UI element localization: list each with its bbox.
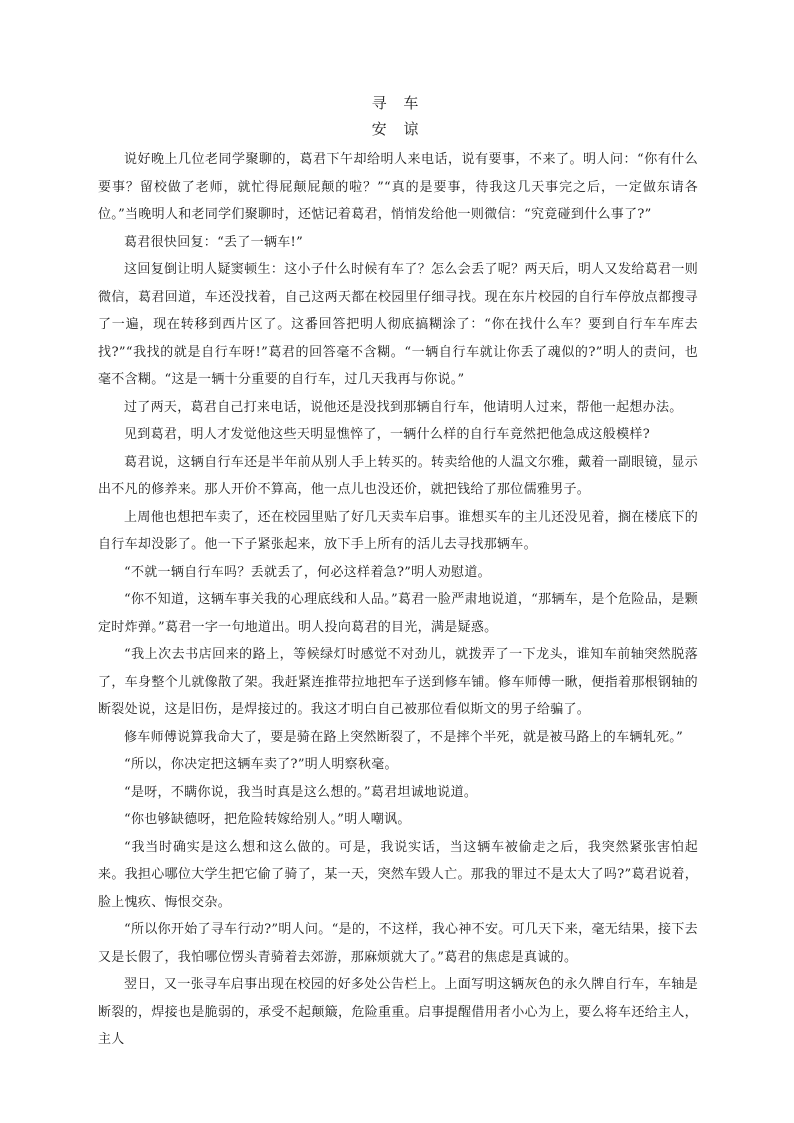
paragraph: “是呀，不瞒你说，我当时真是这么想的。”葛君坦诚地说道。 — [124, 784, 478, 800]
article-author: 安 谅 — [371, 120, 425, 138]
paragraph: “我上次去书店回来的路上，等候绿灯时感觉不对劲儿，就拨弄了一下龙头，谁知车前轴突然脱落了，车身整个儿就像散了架。我赶紧连推带拉地把车子送到修车铺。修车师傅一瞅，便指着那根钢轴的断裂处说，这是旧伤，是焊接过的。我这才明白自己被那位看似斯文的男子给骗了。 — [98, 647, 698, 717]
document-page — [98, 92, 698, 1054]
paragraph: “所以，你决定把这辆车卖了?”明人明察秋毫。 — [124, 757, 398, 772]
paragraph: 修车师傅说算我命大了，要是骑在路上突然断裂了，不是摔个半死，就是被马路上的车辆轧死。” — [124, 729, 684, 745]
paragraph: “你不知道，这辆车事关我的心理底线和人品。”葛君一脸严肃地说道，“那辆车，是个危险品，是颗定时炸弹。”葛君一字一句地道出。明人投向葛君的目光，满是疑惑。 — [98, 592, 698, 635]
paragraph: 翌日，又一张寻车启事出现在校园的好多处公告栏上。上面写明这辆灰色的永久牌自行车，车轴是断裂的，焊接也是脆弱的，承受不起颠簸，危险重重。启事提醒借用者小心为上，要么将车还给主人，主人 — [98, 977, 698, 1047]
paragraph: 上周他也想把车卖了，还在校园里贴了好几天卖车启事。谁想买车的主儿还没见着，搁在楼底下的自行车却没影了。他一下子紧张起来，放下手上所有的活儿去寻找那辆车。 — [98, 509, 698, 552]
paragraph: 葛君很快回复：“丢了一辆车!” — [124, 234, 304, 250]
paragraph: 说好晚上几位老同学聚聊的，葛君下午却给明人来电话，说有要事，不来了。明人问：“你有什么要事？留校做了老师，就忙得屁颠屁颠的啦？”“真的是要事，待我这几天事完之后，一定做东请各位。”当晚明人和老同学们聚聊时，还惦记着葛君，悄悄发给他一则微信：“究竟碰到什么事了?” — [98, 152, 698, 222]
paragraph: 见到葛君，明人才发觉他这些天明显憔悴了，一辆什么样的自行车竟然把他急成这般模样? — [124, 427, 650, 442]
paragraph: “你也够缺德呀，把危险转嫁给别人。”明人嘲讽。 — [124, 812, 411, 827]
paragraph: 过了两天，葛君自己打来电话，说他还是没找到那辆自行车，他请明人过来，帮他一起想办法。 — [124, 399, 683, 415]
paragraph: “我当时确实是这么想和这么做的。可是，我说实话，当这辆车被偷走之后，我突然紧张害怕起来。我担心哪位大学生把它偷了骑了，某一天，突然车毁人亡。那我的罪过不是太大了吗?”葛君说着，脸上愧疚、悔恨交杂。 — [98, 839, 698, 910]
paragraph: “所以你开始了寻车行动?”明人问。“是的，不这样，我心神不安。可几天下来，毫无结果，接下去又是长假了，我怕哪位愣头青骑着去郊游，那麻烦就大了。”葛君的焦虑是真诚的。 — [98, 922, 698, 965]
paragraph: “不就一辆自行车吗？丢就丢了，何必这样着急?”明人劝慰道。 — [124, 564, 491, 580]
article-body — [98, 146, 698, 1054]
paragraph: 葛君说，这辆自行车还是半年前从别人手上转买的。转卖给他的人温文尔雅，戴着一副眼镜，显示出不凡的修养来。那人开价不算高，他一点儿也没还价，就把钱给了那位儒雅男子。 — [98, 454, 698, 497]
paragraph: 这回复倒让明人疑窦顿生：这小子什么时候有车了？怎么会丢了呢？两天后，明人又发给葛君一则微信，葛君回道，车还没找着，自己这两天都在校园里仔细寻找。现在东片校园的自行车停放点都搜寻了一遍，现在转移到西片区了。这番回答把明人彻底搞糊涂了：“你在找什么车？要到自行车车库去找?”“我找的就是自行车呀!”葛君的回答毫不含糊。“一辆自行车就让你丢了魂似的?”明人的责问，也毫不含糊。“这是一辆十分重要的自行车，过几天我再与你说。” — [98, 262, 698, 387]
article-title: 寻 车 — [371, 94, 425, 112]
